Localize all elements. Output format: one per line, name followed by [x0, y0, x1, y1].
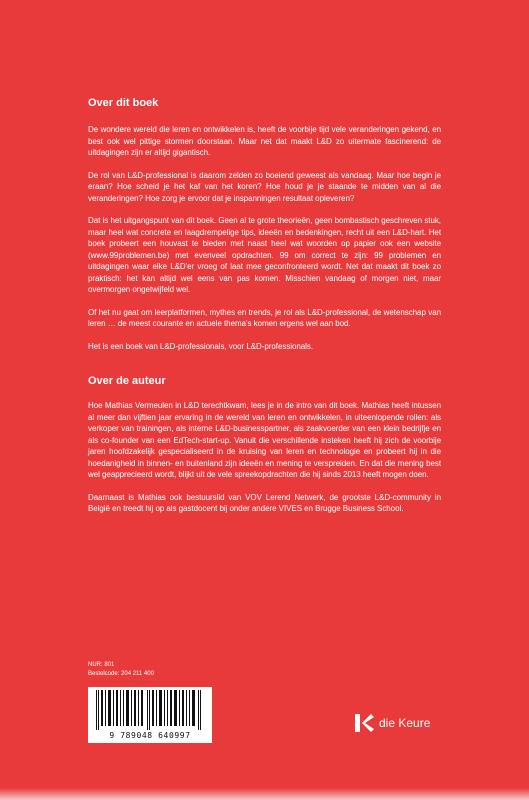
order-code: Bestelcode: 204 211 400	[88, 671, 154, 677]
book-meta	[88, 661, 154, 679]
about-book-paragraph-5: Het is een boek van L&D-professionals, voor L&D-professionals.	[88, 341, 314, 351]
about-book-paragraph-1: De wondere wereld die leren en ontwikkelen is, heeft de voorbije tijd vele veranderingen gekend, en best ook wel pittige stormen doorstaan. Maar net dat maakt L&D zo uitermate fascinerend: de uitdagingen zijn er altijd gigantisch.	[88, 125, 441, 157]
die-keure-logo-icon	[353, 712, 375, 734]
section-title-about-book: Over dit boek	[88, 97, 159, 109]
barcode-bars-icon	[92, 690, 208, 730]
about-book-paragraph-3: Dat is het uitgangspunt van dit boek. Geen al te grote theorieën, geen bombastisch geschreven stuk, maar heel wat concrete en laagdrempelige tips, ideeën en bedenkingen, recht uit een L&D-hart. Het boek probeert een houvast te bieden met naast heel wat woorden op papier ook een website (www.99problemen.be) met evenveel opdrachten. 99 om correct te zijn: 99 problemen en uitdagingen waar elke L&D'er vroeg of laat mee geconfronteerd wordt. Net dat maakt dit boek zo praktisch: het kan altijd wel eens van pas komen. Misschien vandaag of morgen niet, maar overmorgen ongetwijfeld wel.	[88, 216, 441, 294]
nur-code: NUR: 801	[88, 662, 115, 668]
about-author-paragraph-2: Daarnaast is Mathias ook bestuurslid van VOV Lerend Netwerk, de grootste L&D-community in België en treedt hij op als gastdocent bij onder andere VIVES en Brugge Business School.	[88, 492, 441, 513]
page-edge-shadow	[0, 788, 529, 800]
publisher-name: die Keure	[379, 716, 431, 730]
about-book-paragraph-4: Of het nu gaat om leerplatformen, mythes en trends, je rol als L&D-professional, de wetenschap van leren … de meest courante en actuele thema's komen ergens wel aan bod.	[88, 307, 441, 328]
section-title-about-author: Over de auteur	[88, 375, 166, 387]
barcode-digits: 9 789048 640997	[109, 731, 191, 740]
cover-text	[88, 96, 441, 515]
about-author-paragraph-1: Hoe Mathias Vermeulen in L&D terechtkwam, lees je in de intro van dit boek. Mathias heeft intussen al meer dan vijftien jaar ervaring in de wereld van leren en ontwikkelen, in uiteenlopende rollen: als verkoper van trainingen, als interne L&D-businesspartner, als zaakvoerder van een klein bedrijfje en als co-founder van een EdTech-start-up. Vanuit die verschillende insteken heeft hij zich de voorbije jaren hoofdzakelijk gespecialiseerd in de kruising van leren en technologie en probeert hij in die hoedanigheid in binnen- en buitenland zijn ideeën en mening te verspreiden. En dat die mening best wel geapprecieerd wordt, blijkt uit de vele spreekopdrachten die hij sinds 2013 heeft mogen doen.	[88, 401, 441, 479]
about-book-paragraph-2: De rol van L&D-professional is daarom zelden zo boeiend geweest als vandaag. Maar hoe begin je eraan? Hoe scheid je het kaf van het koren? Hoe houd je je staande te midden van al die veranderingen? Hoe zorg je ervoor dat je inspanningen resultaat opleveren?	[88, 170, 441, 203]
isbn-barcode	[88, 687, 212, 743]
publisher-brand	[353, 712, 430, 734]
